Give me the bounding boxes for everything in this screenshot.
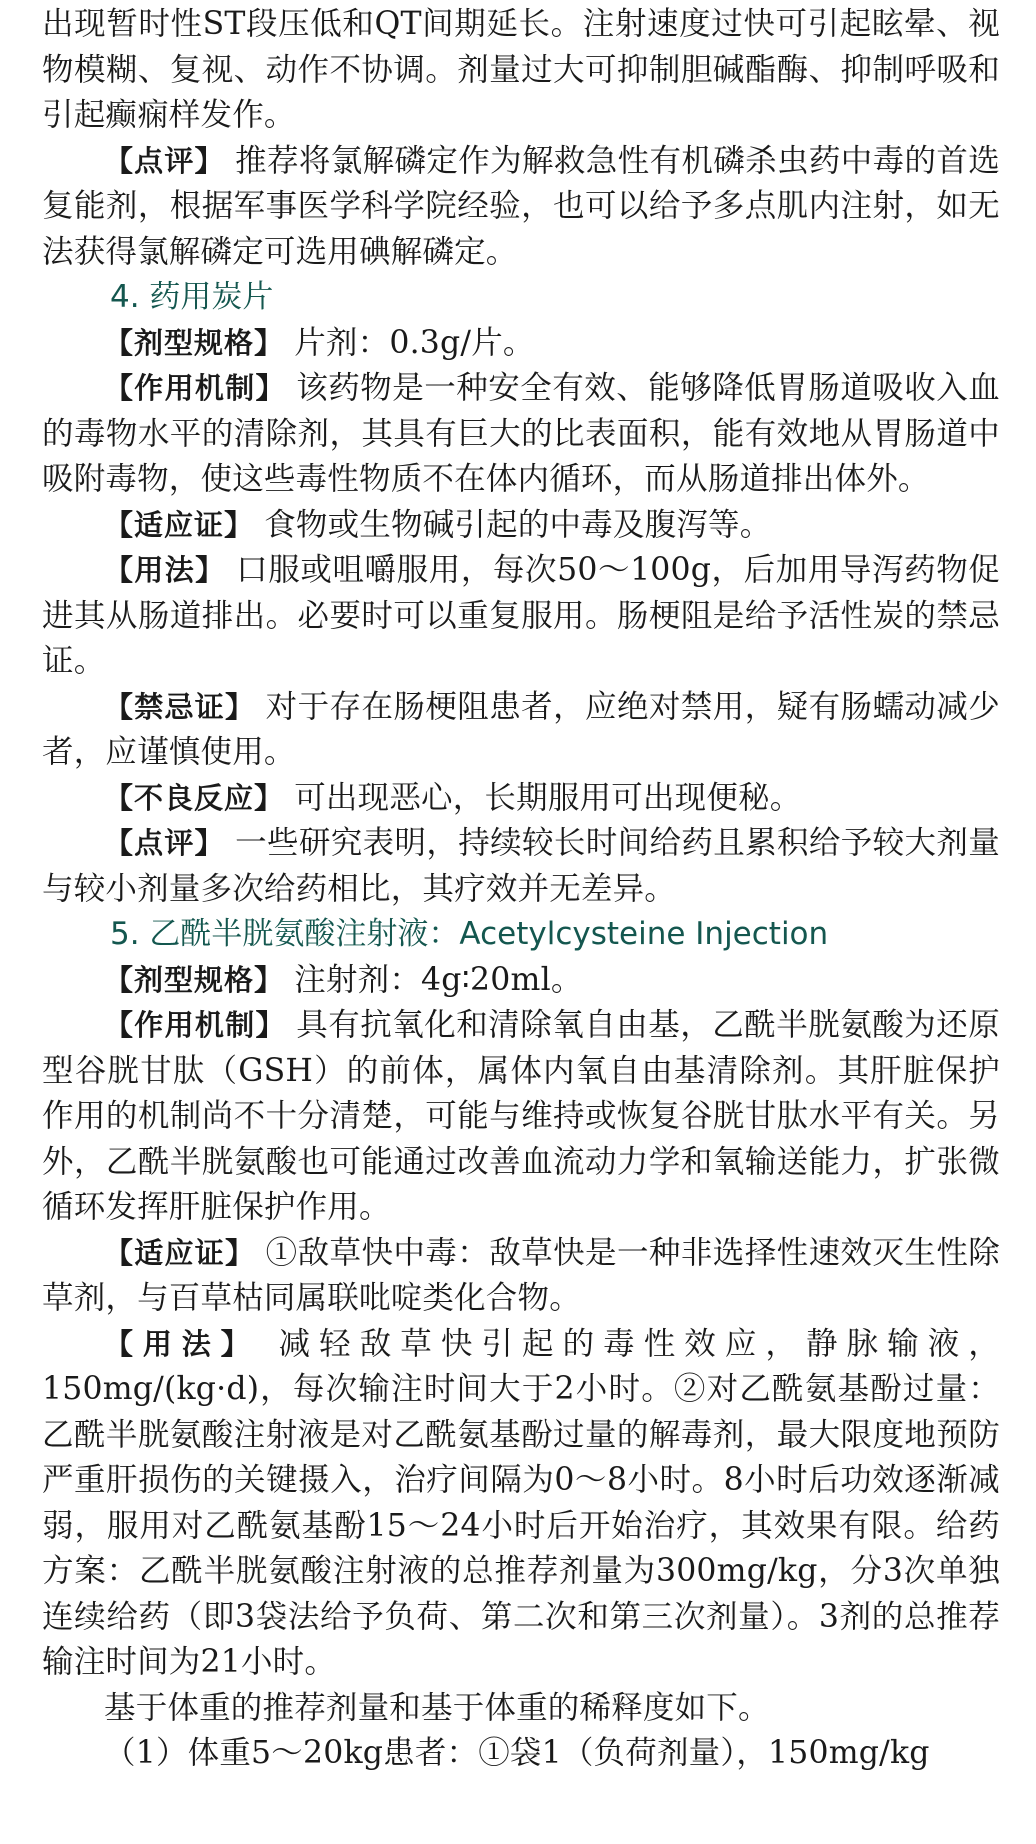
section-tag: 【禁忌证】 [104,689,256,724]
section-heading: 5. 乙酰半胱氨酸注射液：Acetylcysteine Injection [110,916,829,952]
section-tag: 【用法】 [104,553,226,587]
paragraph-text: ①敌草快中毒：敌草快是一种非选择性速效灭生性除草剂，与百草枯同属联吡啶类化合物。 [42,1234,1000,1316]
tagged-paragraph [42,1322,1000,1686]
paragraph-text: 一些研究表明，持续较长时间给药且累积给予较大剂量与较小剂量多次给药相比，其疗效并无差异。 [42,825,1000,907]
paragraph-text: 可出现恶心，长期服用可出现便秘。 [284,779,802,816]
tagged-paragraph [42,1003,1000,1231]
tagged-paragraph [42,958,1000,1004]
tagged-paragraph [42,366,1000,503]
paragraph: 出现暂时性ST段压低和QT间期延长。注射速度过快可引起眩晕、视物模糊、复视、动作不协调。剂量过大可抑制胆碱酯酶、抑制呼吸和引起癫痫样发作。 [42,6,1000,133]
paragraph-text: 推荐将氯解磷定作为解救急性有机磷杀虫药中毒的首选复能剂，根据军事医学科学院经验，也可以给予多点肌内注射，如无法获得氯解磷定可选用碘解磷定。 [42,142,1000,270]
tagged-paragraph [42,503,1000,549]
section-tag: 【适应证】 [104,1235,256,1270]
tagged-paragraph [42,548,1000,685]
section-tag: 【不良反应】 [104,780,285,815]
section-tag: 【用法】 [104,1326,260,1361]
paragraph: 基于体重的推荐剂量和基于体重的稀释度如下。 [104,1689,770,1726]
tagged-paragraph [42,685,1000,776]
section-tag: 【适应证】 [104,507,255,542]
paragraph-text: 该药物是一种安全有效、能够降低胃肠道吸收入血的毒物水平的清除剂，其具有巨大的比表面积，能有效地从胃肠道中吸附毒物，使这些毒性物质不在体内循环，而从肠道排出体外。 [42,370,1000,497]
paragraph-text: 注射剂：4g∶20ml。 [284,961,583,998]
section-heading: 4. 药用炭片 [110,279,274,315]
tagged-paragraph [42,321,1000,367]
tagged-paragraph [42,1231,1000,1322]
section-tag: 【剂型规格】 [104,962,285,997]
tagged-paragraph [42,821,1000,912]
section-tag: 【点评】 [104,826,225,860]
paragraph-text: 口服或咀嚼服用，每次50～100g，后加用导泻药物促进其从肠道排出。必要时可以重复服用。肠梗阻是给予活性炭的禁忌证。 [42,552,1000,679]
paragraph-text: 对于存在肠梗阻患者，应绝对禁用，疑有肠蠕动减少者，应谨慎使用。 [42,688,1000,770]
paragraph: （1）体重5～20kg患者：①袋1（负荷剂量），150mg/kg [104,1735,930,1771]
tagged-paragraph [42,776,1000,822]
paragraph-text: 具有抗氧化和清除氧自由基，乙酰半胱氨酸为还原型谷胱甘肽（GSH）的前体，属体内氧自由基清除剂。其肝脏保护作用的机制尚不十分清楚，可能与维持或恢复谷胱甘肽水平有关。另外，乙酰半胱氨酸也可能通过改善血流动力学和氧输送能力，扩张微循环发挥肝脏保护作用。 [42,1007,1000,1225]
section-tag: 【作用机制】 [104,371,286,405]
paragraph-text: 片剂：0.3g/片。 [284,324,535,361]
section-tag: 【作用机制】 [104,1008,286,1042]
tagged-paragraph [42,139,1000,276]
section-tag: 【剂型规格】 [104,325,285,360]
paragraph-text: 食物或生物碱引起的中毒及腹泻等。 [254,506,772,543]
section-tag: 【点评】 [104,143,225,178]
paragraph-text: 减轻敌草快引起的毒性效应，静脉输液，150mg/(kg·d)，每次输注时间大于2小时。②对乙酰氨基酚过量：乙酰半胱氨酸注射液是对乙酰氨基酚过量的解毒剂，最大限度地预防严重肝损伤的关键摄入，治疗间隔为0～8小时。8小时后功效逐渐减弱，服用对乙酰氨基酚15～24小时后开始治疗，其效果有限。给药方案：乙酰半胱氨酸注射液的总推荐剂量为300mg/kg，分3次单独连续给药（即3袋法给予负荷、第二次和第三次剂量）。3剂的总推荐输注时间为21小时。 [42,1325,1000,1680]
